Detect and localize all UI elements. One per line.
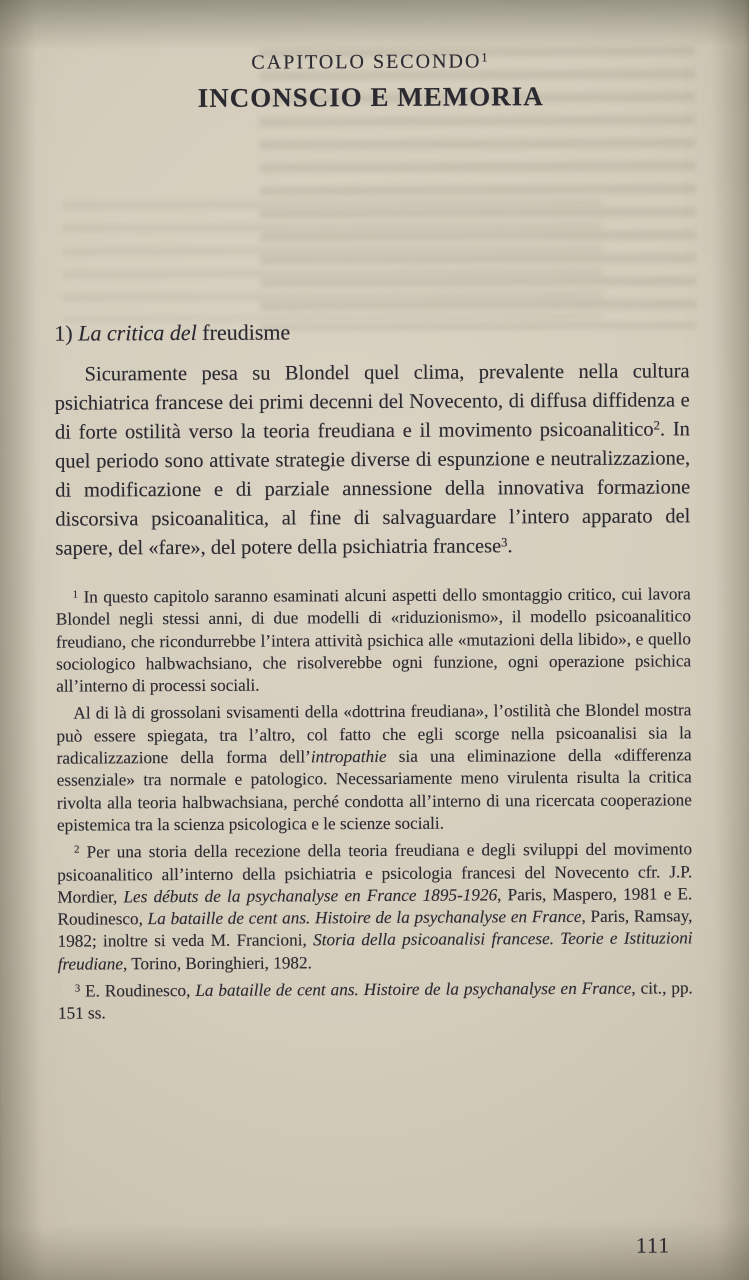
footnote-1-paragraph-1: $^1$ In questo capitolo saranno esaminati alcuni aspetti dello smontaggio critico, cui lavora Blondel negli stessi anni, di due modelli di «riduzionismo», il modello psicoanalitico freudiano, che ricondurrebbe l’intera attività psichica alle «mutazioni della libido», e quello sociologico halbwachsiano, che risolverebbe ogni funzione, ogni operazione psichica all’interno di processi sociali. xyxy=(55,584,692,696)
footnote-2: $^2$ Per una storia della recezione della teoria freudiana e degli sviluppi del movimento psicoanalitico all’interno della psichiatria e psicologia francesi del Novecento cfr. J.P. Mordier, Les débuts de la psychanalyse en France 1895-1926, Paris, Maspero, 1981 e E. Roudinesco, La bataille de cent ans. Histoire de la psychanalyse en France, Paris, Ramsay, 1982; inoltre si veda M. Francioni, Storia della psicoanalisi francese. Teorie e Istituzioni freudiane, Torino, Boringhieri, 1982. xyxy=(57,839,693,974)
footnote-1-paragraph-2: Al di là di grossolani svisamenti della «dottrina freudiana», l’ostilità che Blondel mostra può essere spiegata, tra l’altro, col fatto che egli scorge nella psicoanalisi sia la radicalizzazione della forma dell’intropathie sia una eliminazione della «differenza essenziale» tra normale e patologico. Necessariamente meno virulenta risulta la critica rivolta alla teoria halbwachsiana, perché condotta all’interno di una ricercata cooperazione epistemica tra la scienza psicologica e le scienze sociali. xyxy=(56,700,692,835)
chapter-title: INCONSCIO E MEMORIA xyxy=(197,81,544,113)
body-paragraph: Sicuramente pesa su Blondel quel clima, prevalente nella cultura psichiatrica francese dei primi decenni del Novecento, di diffusa diffidenza e di forte ostilità verso la teoria freudiana e il movimento psicoanalitico$^2$. In quel periodo sono attivate strategie diverse di espunzione e neutralizzazione, di modificazione e di parziale annessione della innovativa formazione discorsiva psicoanalitica, al fine di salvaguardare l’intero apparato del sapere, del «fare», del potere della psichiatria francese$^3$. xyxy=(54,360,691,560)
footnote-3: $^3$ E. Roudinesco, La bataille de cent ans. Histoire de la psychanalyse en France, cit., pp. 151 ss. xyxy=(57,978,693,1024)
section-heading: 1) La critica del freudisme xyxy=(54,319,291,346)
chapter-label: CAPITOLO SECONDO$^1$ xyxy=(251,50,490,74)
page-number: 111 xyxy=(635,1232,671,1258)
footnotes-block xyxy=(56,583,693,1025)
